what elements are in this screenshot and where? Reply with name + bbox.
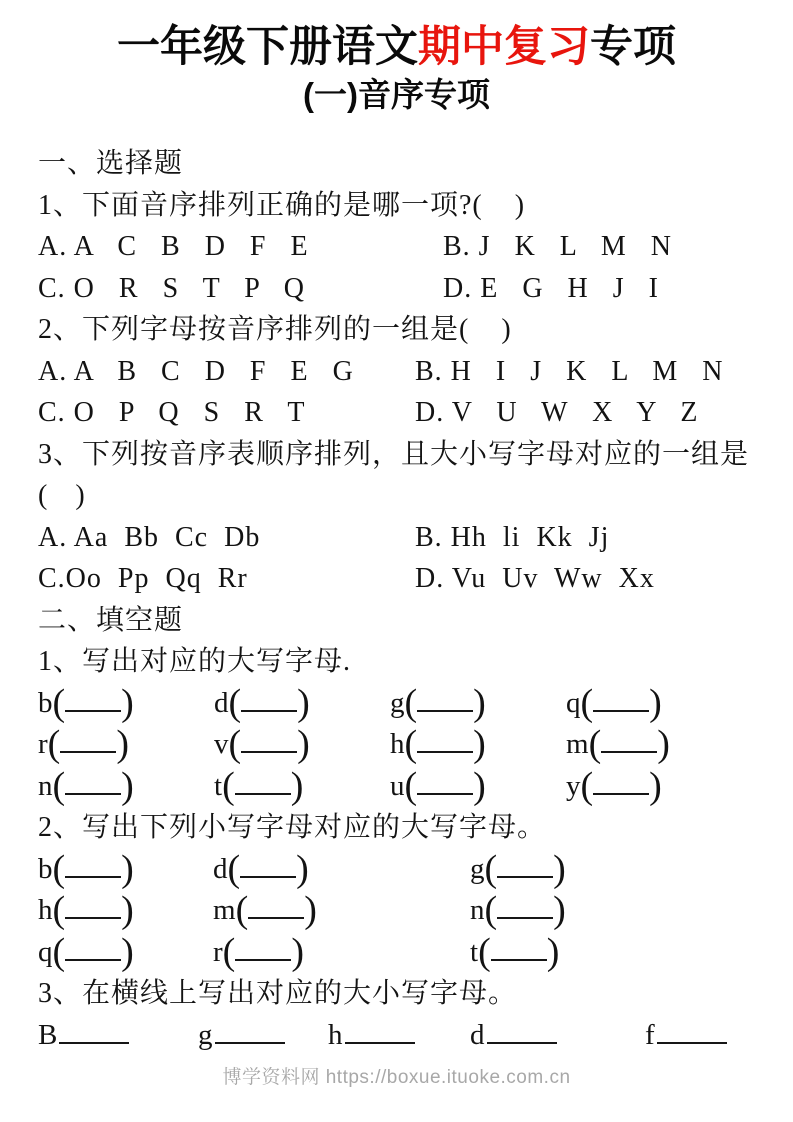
blank-cell: [213, 890, 470, 932]
blank-cell: [38, 724, 214, 766]
answer-blank: [241, 727, 297, 753]
page-subtitle: (一)音序专项: [303, 76, 490, 113]
answer-line: [345, 1018, 415, 1044]
paren-open: (: [222, 930, 236, 973]
watermark-footer: 博学资料网 https://boxue.ituoke.com.cn: [222, 1067, 571, 1088]
fill-q1-row2: [38, 724, 793, 766]
section-choice-heading: 一、选择题: [38, 148, 184, 179]
blank-letter: h: [390, 728, 405, 760]
blank-cell: [213, 932, 470, 974]
answer-blank: [497, 893, 553, 919]
answer-blank: [65, 686, 121, 712]
choice-q2-options-ab: [38, 351, 793, 393]
blank-letter: q: [38, 935, 53, 968]
blank-cell: [470, 890, 566, 932]
fill-q3-row: [38, 1015, 793, 1057]
line-cell: [198, 1015, 328, 1057]
choice-q3-answer-parens: ( ): [38, 480, 85, 511]
answer-blank: [417, 727, 473, 753]
paren-close: ): [290, 764, 304, 807]
blank-cell: [566, 724, 742, 766]
paren-close: ): [553, 847, 566, 890]
blank-letter: b: [38, 852, 53, 885]
answer-blank: [593, 686, 649, 712]
blank-letter: g: [470, 852, 485, 885]
blank-cell: [214, 766, 390, 808]
paren-close: ): [473, 764, 486, 807]
blank-letter: d: [213, 852, 228, 885]
paren-open: (: [52, 930, 66, 973]
blank-letter: h: [38, 894, 53, 926]
answer-line: [487, 1018, 557, 1044]
blank-cell: [38, 766, 214, 808]
choice-q1-options-cd: [38, 268, 793, 310]
line-cell: [328, 1015, 470, 1057]
blank-cell: [470, 932, 559, 974]
paren-close: ): [297, 723, 310, 765]
option-c: C. O R S T P Q: [38, 272, 305, 304]
choice-q3-options-cd: [38, 558, 793, 600]
blank-letter: g: [390, 686, 405, 719]
blank-letter: d: [214, 686, 229, 719]
option-c: C. O P Q S R T: [38, 397, 306, 428]
paren-close: ): [657, 723, 670, 765]
paren-close: ): [553, 889, 566, 931]
answer-blank: [248, 893, 304, 919]
choice-q1-options-ab: [38, 226, 793, 268]
paren-open: (: [404, 764, 418, 807]
blank-cell: [213, 849, 470, 891]
choice-q3-options-ab: [38, 517, 793, 559]
paren-open: (: [52, 764, 66, 807]
option-b: B. H I J K L M N: [415, 355, 724, 387]
blank-cell: [38, 890, 213, 932]
answer-blank: [491, 935, 547, 961]
blank-cell: [390, 724, 566, 766]
line-cell: [38, 1015, 198, 1057]
answer-line: [59, 1018, 129, 1044]
blank-letter: r: [213, 935, 223, 968]
paren-open: (: [404, 681, 418, 724]
line-letter: g: [198, 1018, 213, 1051]
fill-q2-row2: [38, 890, 793, 932]
answer-blank: [65, 893, 121, 919]
choice-q3-text: 3、下列按音序表顺序排列，且大小写字母对应的一组是: [38, 438, 750, 470]
blank-cell: [38, 683, 214, 725]
blank-cell: [214, 724, 390, 766]
option-d: D. E G H J I: [443, 272, 659, 304]
line-cell: [470, 1015, 645, 1057]
paren-close: ): [116, 723, 129, 765]
paren-open: (: [484, 889, 498, 931]
paren-open: (: [235, 889, 249, 931]
blank-cell: [38, 932, 213, 974]
paren-close: ): [546, 930, 560, 973]
paren-open: (: [47, 723, 61, 765]
line-cell: [645, 1015, 727, 1057]
paren-open: (: [228, 681, 242, 724]
fill-q1-row1: [38, 683, 793, 725]
line-letter: f: [645, 1018, 655, 1051]
worksheet-body: [0, 143, 793, 1056]
option-b: B. J K L M N: [443, 231, 672, 262]
title-text-red: 期中复习: [418, 23, 590, 71]
blank-cell: [390, 766, 566, 808]
blank-letter: y: [566, 769, 581, 802]
blank-cell: [214, 683, 390, 725]
page-title: [0, 22, 793, 72]
answer-blank: [601, 727, 657, 753]
paren-close: ): [121, 889, 134, 931]
paren-open: (: [588, 723, 602, 765]
answer-blank: [497, 852, 553, 878]
line-letter: d: [470, 1018, 485, 1051]
fill-q3-text: 3、在横线上写出对应的大小写字母。: [38, 978, 518, 1009]
fill-q1-text: 1、写出对应的大写字母.: [38, 646, 352, 677]
answer-blank: [235, 769, 291, 795]
option-b: B. Hh li Kk Jj: [415, 521, 610, 553]
blank-cell: [566, 683, 742, 725]
paren-close: ): [297, 681, 310, 724]
answer-blank: [65, 852, 121, 878]
paren-open: (: [52, 681, 66, 724]
choice-q2-text: 2、下列字母按音序排列的一组是( ): [38, 314, 512, 345]
paren-close: ): [304, 889, 317, 931]
paren-open: (: [478, 930, 491, 973]
paren-close: ): [473, 681, 486, 724]
blank-letter: v: [214, 728, 229, 760]
blank-cell: [390, 683, 566, 725]
choice-q1-text: 1、下面音序排列正确的是哪一项?( ): [38, 189, 526, 221]
line-letter: B: [38, 1018, 58, 1051]
blank-letter: m: [566, 728, 589, 760]
answer-blank: [65, 769, 121, 795]
answer-line: [215, 1018, 285, 1044]
line-letter: h: [328, 1018, 343, 1051]
fill-q2-row3: [38, 932, 793, 974]
paren-open: (: [580, 681, 594, 724]
blank-letter: b: [38, 686, 53, 719]
paren-close: ): [121, 764, 134, 807]
option-d: D. Vu Uv Ww Xx: [415, 563, 655, 594]
option-c: C.Oo Pp Qq Rr: [38, 563, 248, 594]
fill-q2-row1: [38, 849, 793, 891]
option-a: A. Aa Bb Cc Db: [38, 521, 261, 553]
title-text-black1: 一年级下册语文: [117, 23, 418, 71]
paren-close: ): [121, 930, 134, 973]
blank-letter: t: [214, 769, 223, 802]
paren-open: (: [222, 764, 235, 807]
answer-blank: [60, 727, 116, 753]
blank-letter: m: [213, 894, 236, 926]
answer-blank: [241, 686, 297, 712]
paren-open: (: [404, 723, 418, 765]
answer-blank: [593, 769, 649, 795]
paren-open: (: [484, 847, 498, 890]
blank-letter: q: [566, 686, 581, 719]
paren-close: ): [649, 681, 662, 724]
title-text-black2: 专项: [590, 23, 676, 71]
blank-letter: r: [38, 728, 48, 760]
answer-blank: [417, 769, 473, 795]
answer-blank: [240, 852, 296, 878]
answer-blank: [235, 935, 291, 961]
paren-open: (: [227, 847, 241, 890]
fill-q1-row3: [38, 766, 793, 808]
blank-letter: t: [470, 935, 479, 968]
blank-letter: n: [38, 769, 53, 802]
paren-open: (: [52, 847, 66, 890]
paren-open: (: [580, 764, 594, 807]
answer-blank: [417, 686, 473, 712]
section-fill-heading: 二、填空题: [38, 604, 184, 636]
answer-line: [657, 1018, 727, 1044]
paren-close: ): [291, 930, 304, 973]
paren-open: (: [52, 889, 66, 931]
paren-close: ): [473, 723, 486, 765]
paren-close: ): [296, 847, 309, 890]
paren-close: ): [649, 764, 662, 807]
blank-letter: u: [390, 769, 405, 802]
blank-cell: [38, 849, 213, 891]
blank-cell: [566, 766, 742, 808]
blank-letter: n: [470, 894, 485, 926]
paren-close: ): [121, 847, 134, 890]
paren-close: ): [121, 681, 134, 724]
choice-q2-options-cd: [38, 392, 793, 434]
fill-q2-text: 2、写出下列小写字母对应的大写字母。: [38, 812, 547, 843]
option-a: A. A C B D F E: [38, 231, 309, 262]
blank-cell: [470, 849, 566, 891]
option-d: D. V U W X Y Z: [415, 397, 699, 428]
option-a: A. A B C D F E G: [38, 355, 354, 387]
paren-open: (: [228, 723, 242, 765]
answer-blank: [65, 935, 121, 961]
